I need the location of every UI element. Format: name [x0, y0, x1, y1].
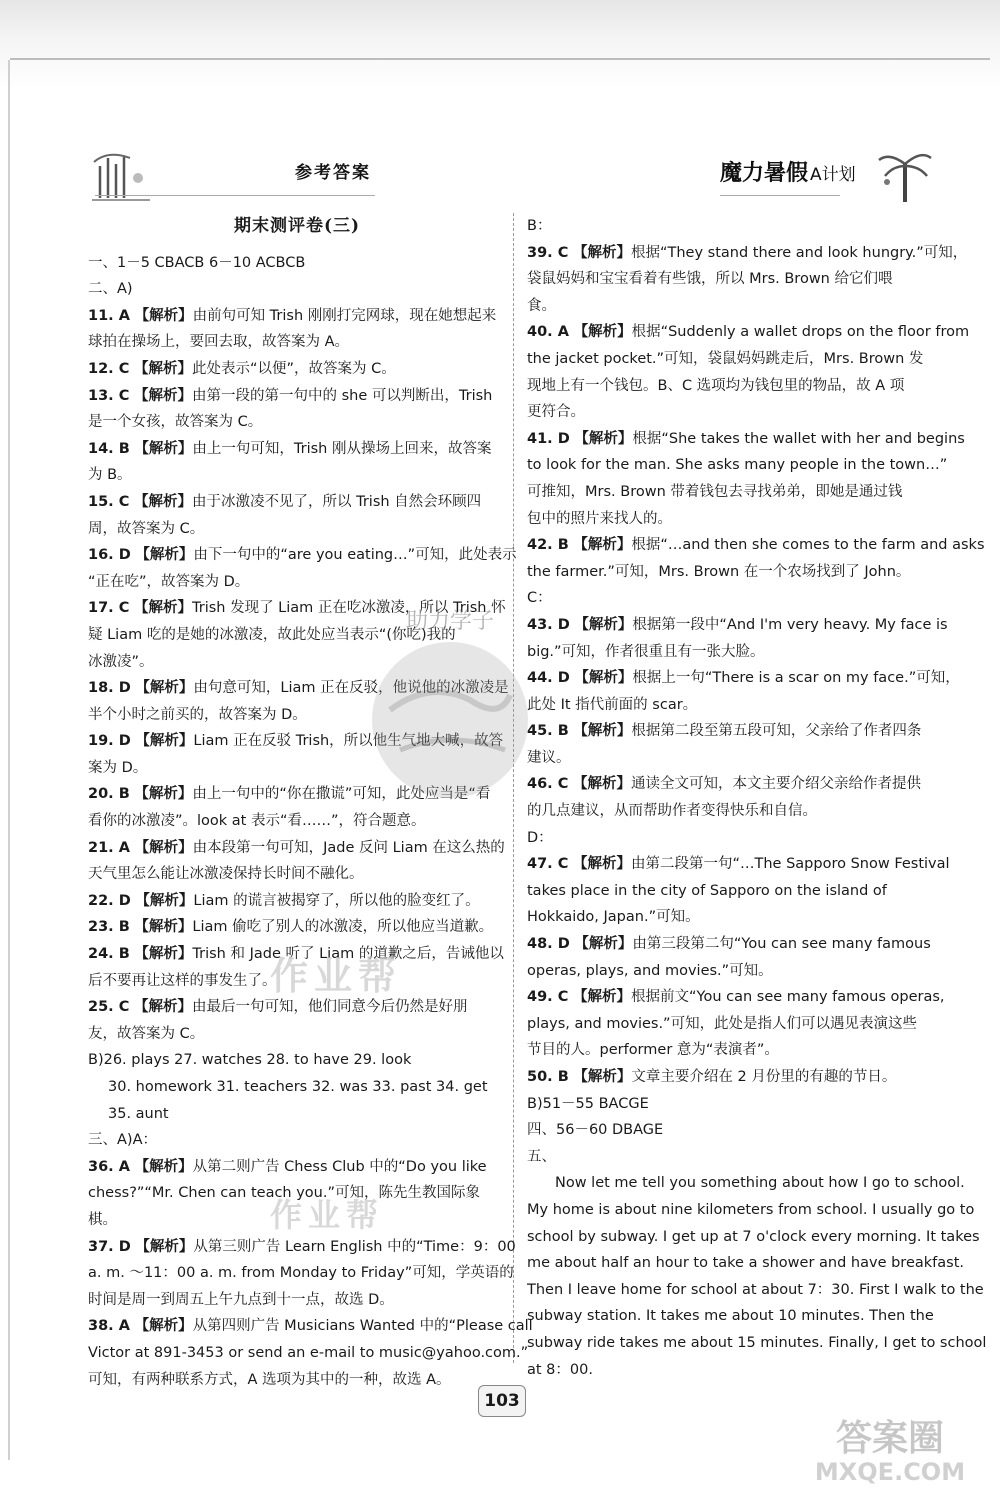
analysis-tag: 【解析】	[135, 892, 194, 909]
item-text: 从第二则广告 Chess Club 中的“Do you like	[192, 1158, 487, 1175]
text-line: 的几点建议，从而帮助作者变得快乐和自信。	[527, 803, 817, 820]
text-line: 棋。	[88, 1211, 117, 1228]
item-text: 根据“Suddenly a wallet drops on the floor from	[631, 324, 970, 341]
left-rule	[8, 60, 10, 1460]
text-line: 后不要再让这样的事发生了。	[88, 972, 277, 989]
text-line: 更符合。	[527, 404, 585, 421]
analysis-tag: 【解析】	[134, 839, 193, 856]
stamp-text: 助力学子	[405, 609, 495, 634]
item-number: 12. C	[88, 360, 130, 377]
item-number: 11. A	[88, 307, 130, 324]
header-brand-sub: A计划	[810, 165, 856, 185]
item-number: 38. A	[88, 1318, 130, 1335]
item-text: 由上一句可知，Trish 刚从操场上回来，故答案	[192, 440, 492, 457]
text-line: big.”可知，作者很重且有一张大脸。	[527, 643, 765, 660]
item-number: 17. C	[88, 600, 130, 617]
item-text: 由第三段第二句“You can see many famous	[632, 936, 931, 953]
item-text: 根据第一段中“And I'm very heavy. My face is	[632, 616, 948, 633]
answer-item	[527, 319, 970, 346]
item-number: 50. B	[527, 1069, 569, 1085]
text-line: plays, and movies.”可知，此处是指人们可以遇见表演这些	[527, 1015, 918, 1032]
text-line: 袋鼠妈妈和宝宝看着有些饿，所以 Mrs. Brown 给它们喂	[527, 271, 893, 288]
analysis-tag: 【解析】	[135, 1238, 194, 1255]
item-text: 根据“She takes the wallet with her and begins	[632, 430, 965, 447]
item-text: 根据“They stand there and look hungry.”可知，	[631, 244, 968, 261]
page-number: 103	[478, 1385, 526, 1417]
text-line: subway ride takes me about 15 minutes. Finally, I get to school	[527, 1334, 987, 1351]
item-number: 39. C	[527, 244, 569, 261]
text-line: chess?”“Mr. Chen can teach you.”可知，陈先生教国际象	[88, 1185, 480, 1202]
section-line: B：	[527, 218, 552, 234]
text-line: 是一个女孩，故答案为 C。	[88, 414, 263, 431]
item-text: 由前句可知 Trish 刚刚打完网球，现在她想起来	[192, 307, 497, 324]
text-line: school by subway. I get up at 7 o'clock every morning. It takes	[527, 1228, 980, 1245]
analysis-tag: 【解析】	[573, 537, 632, 554]
analysis-tag: 【解析】	[134, 786, 193, 803]
text-line: 疑 Liam 吃的是她的冰激凌，故此处应当表示“(你吃)我的	[88, 626, 456, 643]
text-line: at 8：00.	[527, 1361, 593, 1378]
item-text: 由最后一句可知，他们同意今后仍然是好朋	[192, 999, 468, 1016]
analysis-tag: 【解析】	[134, 387, 192, 404]
analysis-tag: 【解析】	[574, 670, 633, 687]
section-line: 三、A)A：	[88, 1132, 157, 1149]
text-line: operas, plays, and movies.”可知。	[527, 962, 773, 979]
analysis-tag: 【解析】	[134, 307, 193, 324]
item-text: 文章主要介绍在 2 月份里的有趣的节日。	[631, 1069, 897, 1085]
item-number: 20. B	[88, 786, 130, 803]
text-line: Hokkaido, Japan.”可知。	[527, 909, 700, 926]
item-text: 由第一段的第一句中的 she 可以判断出，Trish	[192, 387, 493, 404]
item-text: 此处表示“以便”，故答案为 C。	[192, 360, 396, 377]
item-text: 根据前文“You can see many famous operas,	[631, 989, 945, 1006]
analysis-tag: 【解析】	[134, 360, 192, 377]
item-text: 根据上一句“There is a scar on my face.”可知，	[632, 670, 960, 687]
answer-item	[527, 931, 931, 958]
text-line: My home is about nine kilometers from school. I usually go to	[527, 1201, 975, 1218]
analysis-tag: 【解析】	[134, 999, 192, 1016]
watermark-faint-2: 作业帮	[270, 1196, 385, 1234]
text-line: 节目的人。performer 意为“表演者”。	[527, 1042, 779, 1059]
item-number: 43. D	[527, 616, 570, 633]
analysis-tag: 【解析】	[135, 547, 194, 564]
text-line: Victor at 891-3453 or send an e-mail to music@yahoo.com.”	[88, 1344, 529, 1361]
corner-watermark	[795, 1408, 985, 1488]
answer-item	[88, 356, 506, 383]
answer-item	[88, 914, 506, 941]
header-left-title: 参考答案	[295, 163, 371, 183]
analysis-tag: 【解析】	[134, 600, 192, 617]
text-line: 冰激凌”。	[88, 653, 154, 670]
answer-item	[527, 426, 965, 453]
text-line: takes place in the city of Sapporo on the island of	[527, 882, 887, 899]
analysis-tag: 【解析】	[134, 1158, 193, 1175]
text-line: the farmer.”可知，Mrs. Brown 在一个农场找到了 John。	[527, 563, 911, 580]
text-line: 现地上有一个钱包。B、C 选项均为钱包里的物品，故 A 项	[527, 377, 905, 394]
answer-item	[527, 718, 927, 745]
header-rule-left	[95, 195, 375, 196]
answer-item	[527, 1064, 927, 1091]
answer-item	[88, 489, 506, 516]
item-number: 46. C	[527, 776, 569, 793]
section-line: 一、1－5 CBACB 6－10 ACBCB	[88, 254, 306, 271]
text-line: 案为 D。	[88, 759, 148, 776]
answer-item	[88, 383, 506, 410]
item-text: 通读全文可知，本文主要介绍父亲给作者提供	[631, 776, 921, 793]
text-line: 可推知，Mrs. Brown 带着钱包去寻找弟弟，即她是通过钱	[527, 483, 903, 500]
item-number: 48. D	[527, 936, 570, 953]
item-text: 由句意可知，Liam 正在反驳，他说他的冰激凌是	[193, 680, 509, 697]
answer-item	[527, 851, 950, 878]
section-line: B)26. plays 27. watches 28. to have 29. look	[88, 1052, 412, 1069]
analysis-tag: 【解析】	[573, 1069, 632, 1085]
section-title: 期末测评卷(三)	[233, 216, 361, 236]
answer-item	[527, 984, 945, 1011]
item-text: 由上一句中的“你在撒谎”可知，此处应当是“看	[192, 786, 491, 803]
analysis-tag: 【解析】	[574, 616, 633, 633]
item-number: 18. D	[88, 680, 131, 697]
text-line: Then I leave home for school at about 7：30. First I walk to the	[527, 1281, 984, 1298]
item-number: 49. C	[527, 989, 569, 1006]
analysis-tag: 【解析】	[574, 430, 633, 447]
item-number: 15. C	[88, 493, 130, 510]
section-line: C：	[527, 590, 552, 607]
text-line: 为 B。	[88, 467, 132, 484]
text-line: 周，故答案为 C。	[88, 520, 205, 537]
analysis-tag: 【解析】	[573, 244, 631, 261]
item-number: 41. D	[527, 430, 570, 447]
item-number: 22. D	[88, 892, 131, 909]
text-line: 30. homework 31. teachers 32. was 33. past 34. get	[108, 1079, 488, 1095]
answer-item	[527, 240, 968, 267]
analysis-tag: 【解析】	[134, 919, 193, 936]
answer-item	[527, 665, 960, 692]
stamp-globe-icon	[340, 600, 560, 820]
item-number: 16. D	[88, 547, 131, 564]
answer-item	[88, 835, 506, 862]
answer-item	[88, 1313, 533, 1340]
corner-watermark-url: MXQE.COM	[814, 1458, 966, 1486]
item-number: 13. C	[88, 387, 130, 404]
text-line: 包中的照片来找人的。	[527, 510, 672, 527]
item-number: 24. B	[88, 946, 130, 963]
item-number: 14. B	[88, 440, 130, 457]
analysis-tag: 【解析】	[573, 723, 632, 740]
header-rule-right	[720, 195, 840, 196]
item-number: 25. C	[88, 999, 130, 1016]
item-number: 37. D	[88, 1238, 131, 1255]
item-text: 由下一句中的“are you eating…”可知，此处表示	[193, 547, 517, 564]
text-line: me about half an hour to take a shower and have breakfast.	[527, 1255, 964, 1272]
text-line: 球拍在操场上，要回去取，故答案为 A。	[88, 334, 350, 351]
answer-item	[88, 303, 506, 330]
text-line: 半个小时之前买的，故答案为 D。	[88, 706, 307, 723]
answer-item	[88, 542, 517, 569]
analysis-tag: 【解析】	[134, 1318, 193, 1335]
top-rule	[10, 58, 990, 60]
answer-item	[527, 771, 927, 798]
item-text: 根据第二段至第五段可知，父亲给了作者四条	[631, 723, 922, 740]
text-line: a. m. ～11：00 a. m. from Monday to Friday”可知，学英语的	[88, 1265, 514, 1282]
watermark-faint-1: 作业帮	[270, 954, 403, 998]
analysis-tag: 【解析】	[134, 946, 193, 963]
item-text: 由第二段第一句“…The Sapporo Snow Festival	[631, 856, 950, 873]
corner-watermark-text: 答案圈	[835, 1418, 945, 1459]
item-number: 23. B	[88, 919, 130, 936]
analysis-tag: 【解析】	[573, 324, 632, 341]
text-line: 35. aunt	[108, 1105, 169, 1122]
item-number: 47. C	[527, 856, 569, 873]
item-number: 40. A	[527, 324, 569, 341]
item-text: 从第四则广告 Musicians Wanted 中的“Please call	[192, 1318, 533, 1335]
text-line: subway station. It takes me about 10 minutes. Then the	[527, 1308, 934, 1325]
section-line: D：	[527, 829, 553, 846]
item-number: 42. B	[527, 537, 569, 554]
text-line: 食。	[527, 297, 556, 314]
text-line: 此处 It 指代前面的 scar。	[527, 696, 698, 713]
item-text: Trish 和 Jade 听了 Liam 的道歉之后，告诫他以	[192, 946, 504, 963]
answer-item	[88, 1234, 516, 1261]
item-number: 36. A	[88, 1158, 130, 1175]
text-line: to look for the man. She asks many people in the town…”	[527, 457, 948, 474]
analysis-tag: 【解析】	[135, 733, 194, 750]
text-line: the jacket pocket.”可知，袋鼠妈妈跳走后，Mrs. Brown 发	[527, 350, 924, 367]
analysis-tag: 【解析】	[573, 989, 631, 1006]
item-text: Trish 发现了 Liam 正在吃冰激凌，所以 Trish 怀	[192, 600, 506, 617]
text-line: 天气里怎么能让冰激凌保持长时间不融化。	[88, 866, 364, 883]
text-line: 看你的冰激凌”。look at 表示“看……”，符合题意。	[88, 813, 426, 830]
text-line: “正在吃”，故答案为 D。	[88, 573, 250, 590]
text-line: 友，故答案为 C。	[88, 1025, 205, 1042]
item-text: Liam 的谎言被揭穿了，所以他的脸变红了。	[193, 892, 480, 909]
text-line: 时间是周一到周五上午九点到十一点，故选 D。	[88, 1291, 394, 1308]
section-line: 二、A)	[88, 281, 133, 298]
text-line: Now let me tell you something about how I go to school.	[555, 1175, 965, 1192]
answer-item	[88, 436, 506, 463]
answer-item	[527, 532, 985, 559]
right-column	[527, 213, 987, 1383]
item-text: 根据“…and then she comes to the farm and asks	[631, 537, 985, 554]
analysis-tag: 【解析】	[134, 493, 192, 510]
right-tree-deco-icon	[875, 142, 935, 204]
item-number: 19. D	[88, 733, 131, 750]
item-text: 由本段第一句可知，Jade 反问 Liam 在这么热的	[192, 839, 505, 856]
text-line: 建议。	[527, 749, 571, 766]
item-text: Liam 正在反驳 Trish，所以他生气地大喊，故答	[193, 733, 504, 750]
analysis-tag: 【解析】	[574, 936, 633, 953]
analysis-tag: 【解析】	[134, 440, 193, 457]
header-brand: 魔力暑假	[720, 161, 809, 186]
section-line: B)51－55 BACGE	[527, 1095, 649, 1112]
item-text: 从第三则广告 Learn English 中的“Time：9：00	[193, 1238, 516, 1255]
header-right-title	[720, 156, 856, 187]
section-line: 五、	[527, 1148, 556, 1165]
answer-item	[527, 612, 948, 639]
analysis-tag: 【解析】	[135, 680, 194, 697]
analysis-tag: 【解析】	[573, 856, 631, 873]
item-number: 21. A	[88, 839, 130, 856]
analysis-tag: 【解析】	[573, 776, 631, 793]
answer-item	[88, 1154, 506, 1181]
answer-item	[88, 888, 506, 915]
item-text: 由于冰激凌不见了，所以 Trish 自然会环顾四	[192, 493, 482, 510]
item-number: 44. D	[527, 670, 570, 687]
item-text: Liam 偷吃了别人的冰激凌，所以他应当道歉。	[192, 919, 494, 936]
text-line: 可知，有两种联系方式，A 选项为其中的一种，故选 A。	[88, 1371, 451, 1388]
item-number: 45. B	[527, 723, 569, 740]
section-line: 四、56－60 DBAGE	[527, 1122, 664, 1139]
